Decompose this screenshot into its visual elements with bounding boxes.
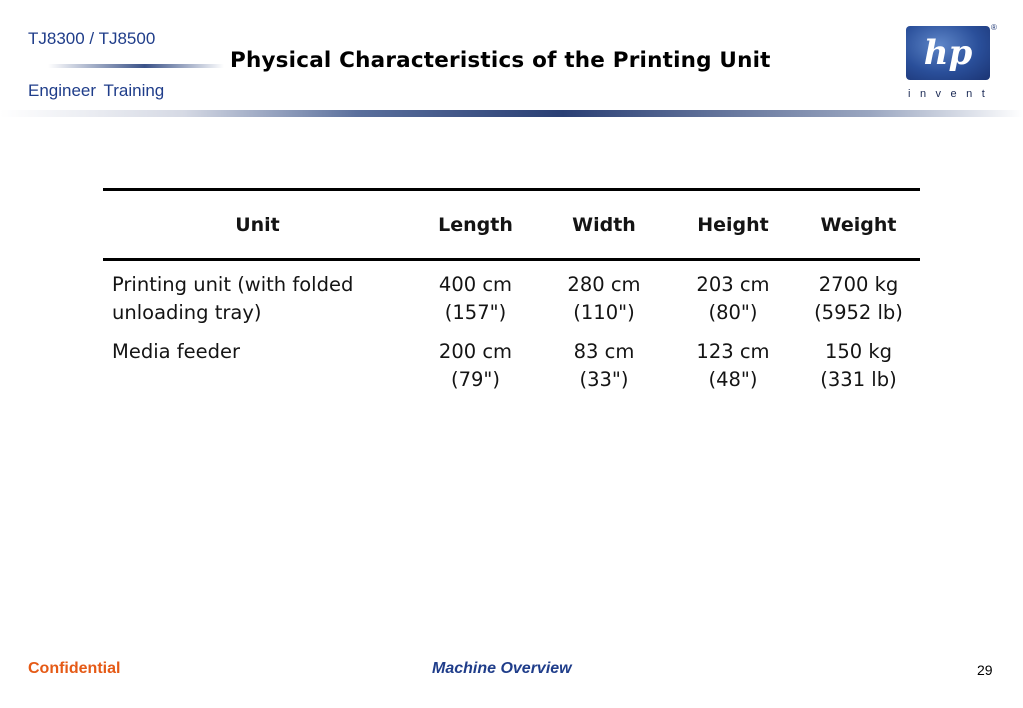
page-number: 29 [977, 662, 993, 678]
characteristics-table-container [103, 188, 920, 394]
length-cell [412, 327, 539, 394]
metric-value: 123 cm [696, 340, 770, 363]
height-cell [669, 260, 797, 328]
slide-title: Physical Characteristics of the Printing Unit [230, 48, 771, 73]
weight-cell [797, 260, 920, 328]
imperial-value: (5952 lb) [814, 301, 903, 324]
metric-value: 83 cm [573, 340, 635, 363]
header-length: Length [412, 190, 539, 260]
header-weight: Weight [797, 190, 920, 260]
invent-tagline: invent [908, 88, 995, 100]
unit-cell [103, 327, 412, 394]
header-product-block [28, 28, 228, 50]
hp-logo-text: hp [923, 33, 973, 73]
header-divider [0, 110, 1023, 117]
table-header-row [103, 190, 920, 260]
metric-value: 2700 kg [818, 273, 899, 296]
characteristics-table [103, 188, 920, 394]
unit-line: Media feeder [112, 340, 241, 363]
registered-mark: ® [991, 23, 997, 32]
width-cell [539, 260, 669, 328]
length-cell [412, 260, 539, 328]
imperial-value: (331 lb) [820, 368, 897, 391]
width-cell [539, 327, 669, 394]
product-name: TJ8300 / TJ8500 [28, 29, 156, 48]
imperial-value: (48") [708, 368, 758, 391]
unit-line: unloading tray) [112, 301, 262, 324]
hp-logo-mark [906, 26, 990, 80]
unit-cell [103, 260, 412, 328]
confidential-label: Confidential [28, 660, 121, 677]
imperial-value: (157") [444, 301, 507, 324]
header-unit: Unit [103, 190, 412, 260]
imperial-value: (110") [573, 301, 635, 324]
metric-value: 203 cm [696, 273, 770, 296]
metric-value: 150 kg [824, 340, 893, 363]
imperial-value: (79") [451, 368, 500, 391]
imperial-value: (33") [579, 368, 629, 391]
hp-logo-icon [906, 26, 990, 80]
header-height: Height [669, 190, 797, 260]
training-label: Engineer Training [28, 81, 165, 100]
metric-value: 200 cm [438, 340, 513, 363]
height-cell [669, 327, 797, 394]
weight-cell [797, 327, 920, 394]
section-name: Machine Overview [432, 660, 572, 677]
header-width: Width [539, 190, 669, 260]
table-row [103, 260, 920, 328]
unit-line: Printing unit (with folded [112, 273, 354, 296]
metric-value: 400 cm [438, 273, 513, 296]
metric-value: 280 cm [567, 273, 641, 296]
hp-logo [906, 23, 997, 102]
table-row [103, 327, 920, 394]
imperial-value: (80") [708, 301, 758, 324]
header-accent-rule [48, 64, 224, 68]
